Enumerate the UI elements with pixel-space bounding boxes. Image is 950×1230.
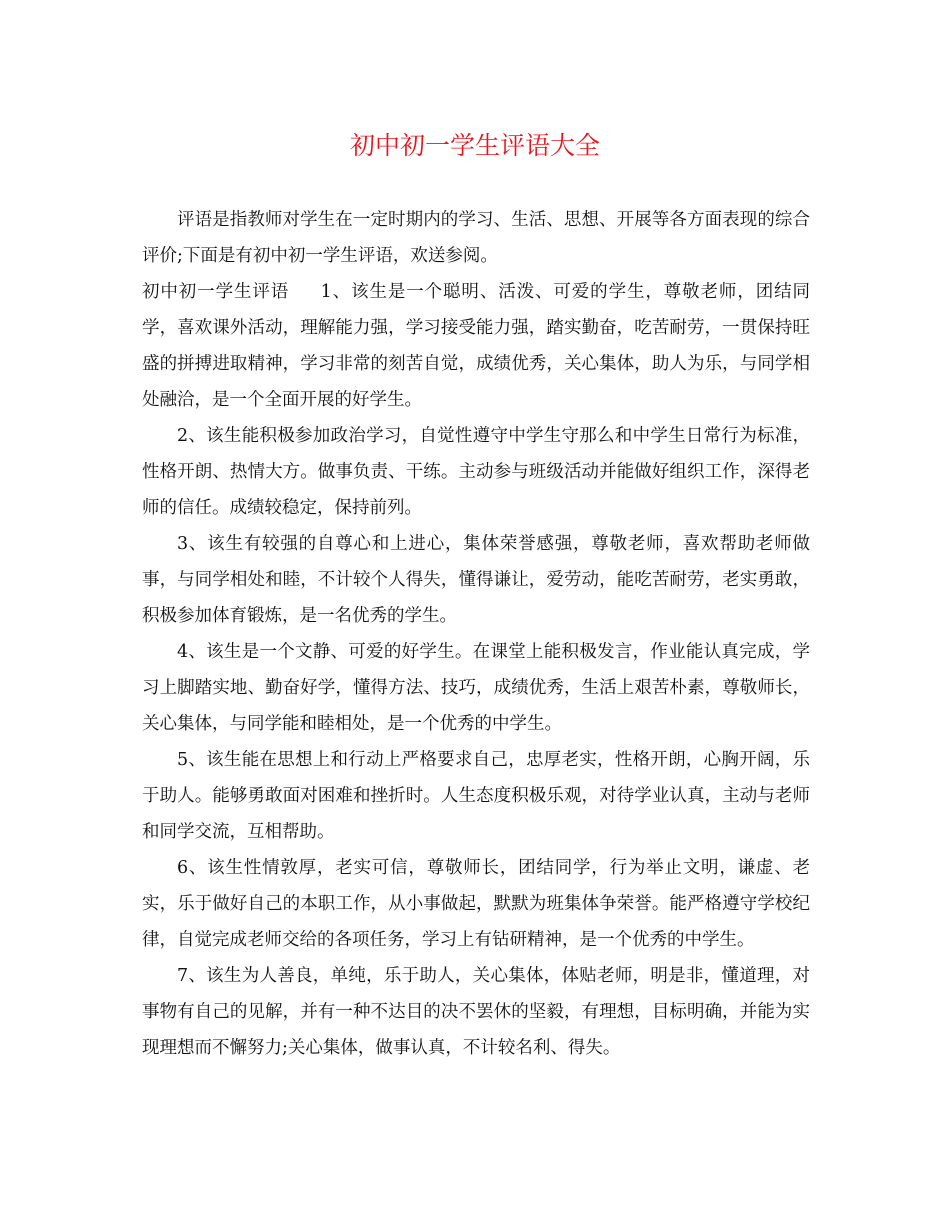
document-body <box>142 202 810 1066</box>
section-heading: 初中初一学生评语 <box>142 282 290 302</box>
comment-text-1: 1、该生是一个聪明、活泼、可爱的学生，尊敬老师，团结同学，喜欢课外活动，理解能力强，学习接受能力强，踏实勤奋，吃苦耐劳，一贯保持旺盛的拼搏进取精神，学习非常的刻苦自觉，成绩优秀，关心集体，助人为乐，与同学相处融洽，是一个全面开展的好学生。 <box>142 282 811 410</box>
comment-paragraph-3: 3、该生有较强的自尊心和上进心，集体荣誉感强，尊敬老师，喜欢帮助老师做事，与同学相处和睦，不计较个人得失，懂得谦让，爱劳动，能吃苦耐劳，老实勇敢，积极参加体育锻炼，是一名优秀的学生。 <box>142 534 810 626</box>
document-title: 初中初一学生评语大全 <box>349 131 600 160</box>
comment-paragraph-7: 7、该生为人善良，单纯，乐于助人，关心集体，体贴老师，明是非，懂道理，对事物有自己的见解，并有一种不达目的决不罢休的坚毅，有理想，目标明确，并能为实现理想而不懈努力;关心集体，做事认真，不计较名利、得失。 <box>142 966 810 1058</box>
comment-paragraph-6: 6、该生性情敦厚，老实可信，尊敬师长，团结同学，行为举止文明，谦虚、老实，乐于做好自己的本职工作，从小事做起，默默为班集体争荣誉。能严格遵守学校纪律，自觉完成老师交给的各项任务，学习上有钻研精神，是一个优秀的中学生。 <box>142 858 810 950</box>
comment-paragraph-4: 4、该生是一个文静、可爱的好学生。在课堂上能积极发言，作业能认真完成，学习上脚踏实地、勤奋好学，懂得方法、技巧，成绩优秀，生活上艰苦朴素，尊敬师长，关心集体，与同学能和睦相处，是一个优秀的中学生。 <box>142 642 810 734</box>
comment-paragraph-2: 2、该生能积极参加政治学习，自觉性遵守中学生守那么和中学生日常行为标准，性格开朗、热情大方。做事负责、干练。主动参与班级活动并能做好组织工作，深得老师的信任。成绩较稳定，保持前列。 <box>142 426 810 518</box>
comment-paragraph-5: 5、该生能在思想上和行动上严格要求自己，忠厚老实，性格开朗，心胸开阔，乐于助人。能够勇敢面对困难和挫折时。人生态度积极乐观，对待学业认真，主动与老师和同学交流，互相帮助。 <box>142 750 810 842</box>
comment-paragraph-1 <box>142 274 810 418</box>
intro-paragraph: 评语是指教师对学生在一定时期内的学习、生活、思想、开展等各方面表现的综合评价;下面是有初中初一学生评语，欢送参阅。 <box>142 210 810 266</box>
